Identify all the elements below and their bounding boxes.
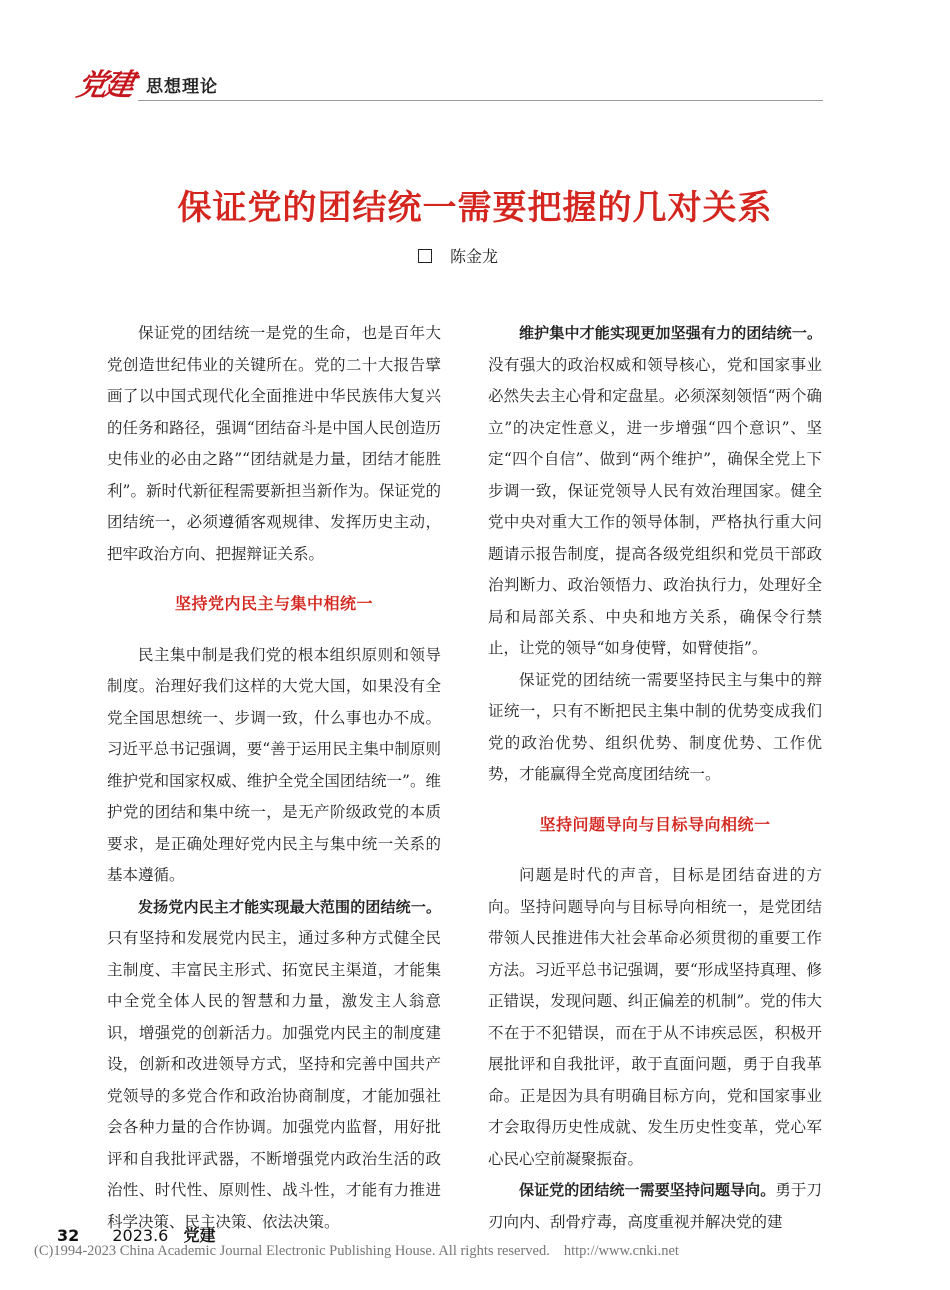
paragraph-6-lead: 保证党的团结统一需要坚持问题导向。 (519, 1181, 776, 1199)
magazine-name: 党建 (183, 1226, 216, 1245)
paragraph-4: 保证党的团结统一需要坚持民主与集中的辩证统一，只有不断把民主集中制的优势变成我们党的政治优势、组织优势、制度优势、工作优势，才能赢得全党高度团结统一。 (488, 670, 822, 783)
paragraph-3-body: 没有强大的政治权威和领导核心，党和国家事业必然失去主心骨和定盘星。必须深刻领悟“两个确立”的决定性意义，进一步增强“四个意识”、坚定“四个自信”、做到“两个维护”，确保全党上下步调一致，保证党领导人民有效治理国家。健全党中央对重大工作的领导体制，严格执行重大问题请示报告制度，提高各级党组织和党员干部政治判断力、政治领悟力、政治执行力，处理好全局和局部关系、中央和地方关系，确保令行禁止，让党的领导“如身使臂，如臂使指”。 (488, 355, 822, 657)
magazine-logo: 党建 (73, 68, 135, 103)
paragraph-2-body: 只有坚持和发展党内民主，通过多种方式健全民主制度、丰富民主形式、拓宽民主渠道，才能集中全党全体人民的智慧和力量，激发主人翁意识，增强党的创新活力。加强党内民主的制度建设，创新和改进领导方式，坚持和完善中国共产党领导的多党合作和政治协商制度，才能加强社会各种力量的合作协调。加强党内监督，用好批评和自我批评武器，不断增强党内政治生活的政治性、时代性、原则性、战斗性，才能有力推进科学决策、民主决策、依法决策。 (107, 929, 441, 1231)
left-column (107, 318, 441, 1238)
paragraph-6 (488, 1175, 822, 1238)
right-column (488, 318, 822, 1238)
paragraph-1: 民主集中制是我们党的根本组织原则和领导制度。治理好我们这样的大党大国，如果没有全党全国思想统一、步调一致，什么事也办不成。习近平总书记强调，要“善于运用民主集中制原则维护党和国家权威、维护全党全国团结统一”。维护党的团结和集中统一，是无产阶级政党的本质要求，是正确处理好党内民主与集中统一关系的基本遵循。 (107, 645, 441, 884)
article-title: 保证党的团结统一需要把握的几对关系 (177, 188, 773, 228)
paragraph-3 (488, 318, 822, 665)
paragraph-2-lead: 发扬党内民主才能实现最大范围的团结统一。 (138, 897, 441, 916)
author-line (418, 244, 498, 267)
section-heading-1: 坚持党内民主与集中相统一 (174, 594, 373, 613)
paragraph-5: 问题是时代的声音，目标是团结奋进的方向。坚持问题导向与目标导向相统一，是党团结带领人民推进伟大社会革命必须贯彻的重要工作方法。习近平总书记强调，要“形成坚持真理、修正错误，发现问题、纠正偏差的机制”。党的伟大不在于不犯错误，而在于从不讳疾忌医，积极开展批评和自我批评，敢于直面问题，勇于自我革命。正是因为具有明确目标方向，党和国家事业才会取得历史性成就、发生历史性变革，党心军心民心空前凝聚振奋。 (488, 866, 822, 1168)
page-header (73, 58, 823, 103)
intro-paragraph: 保证党的团结统一是党的生命，也是百年大党创造世纪伟业的关键所在。党的二十大报告擘画了以中国式现代化全面推进中华民族伟大复兴的任务和路径，强调“团结奋斗是中国人民创造历史伟业的必由之路”“团结就是力量，团结才能胜利”。新时代新征程需要新担当新作为。保证党的团结统一，必须遵循客观规律、发挥历史主动，把牢政治方向、把握辩证关系。 (107, 324, 441, 563)
copyright-line (34, 1243, 679, 1260)
section-heading-2: 坚持问题导向与目标导向相统一 (539, 814, 771, 834)
author-name: 陈金龙 (450, 247, 499, 266)
cnki-url: http://www.cnki.net (563, 1243, 679, 1259)
paragraph-2 (107, 892, 441, 1239)
section-name: 思想理论 (146, 77, 218, 97)
author-box-icon (418, 249, 432, 263)
paragraph-3-lead: 维护集中才能实现更加坚强有力的团结统一。 (519, 324, 822, 342)
page-number: 32 (57, 1226, 80, 1245)
issue-date: 2023.6 (112, 1226, 169, 1245)
copyright-text: (C)1994-2023 China Academic Journal Electronic Publishing House. All rights reserved. (34, 1243, 550, 1259)
paragraph-6-body: 勇于刀刃向内、刮骨疗毒，高度重视并解决党的建 (488, 1181, 822, 1231)
header-divider (138, 100, 823, 101)
